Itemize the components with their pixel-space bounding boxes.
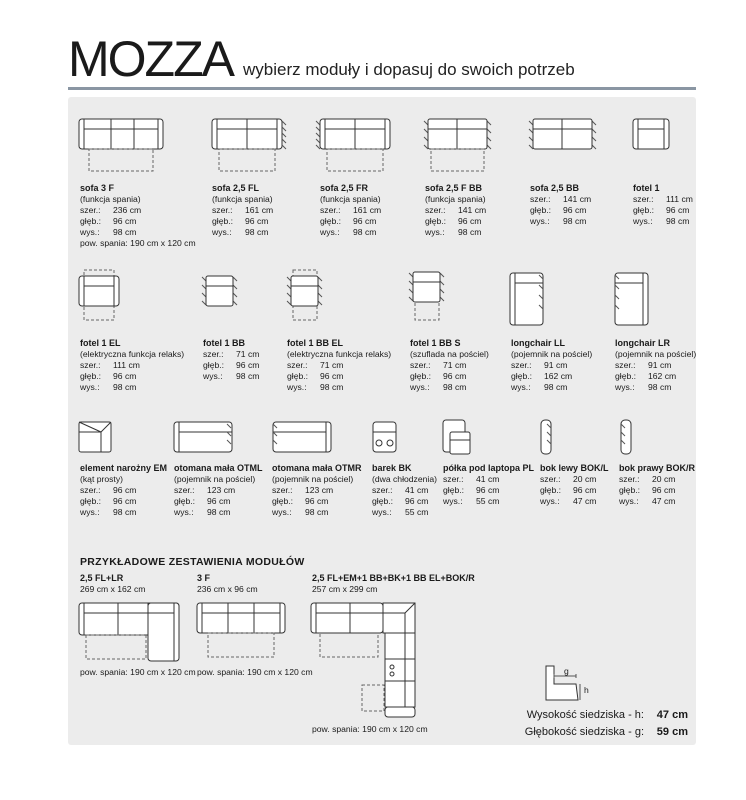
- seat-dimensions: [520, 707, 688, 741]
- module-desc: (funkcja spania): [320, 194, 381, 204]
- module-name: longchair LL: [511, 338, 565, 348]
- laptop-shelf-pl-drawing: [442, 418, 472, 456]
- module-name: bok lewy BOK/L: [540, 463, 609, 473]
- module-desc: (pojemnik na pościel): [615, 349, 697, 359]
- example-3-drawing: [310, 601, 418, 719]
- module-corner-em: element narożny EM (kąt prosty) szer.: 96 cm głęb.: 96 cm wys.: 98 cm: [80, 463, 168, 517]
- module-depth: 96 cm: [113, 216, 137, 226]
- module-desc: (kąt prosty): [80, 474, 123, 484]
- side-bokl-drawing: [540, 418, 554, 456]
- module-desc: (szuflada na pościel): [410, 349, 489, 359]
- example-1: 2,5 FL+LR 269 cm x 162 cm: [80, 573, 146, 594]
- longchair-ll-drawing: [509, 271, 545, 327]
- module-longchair-lr: longchair LR (pojemnik na pościel) szer.: 91 cm głęb.: 162 cm wys.: 98 cm: [615, 338, 697, 392]
- module-height: 98 cm: [113, 227, 137, 237]
- module-sleep-area: 190 cm x 120 cm: [130, 238, 196, 248]
- module-desc: (pojemnik na pościel): [272, 474, 354, 484]
- module-desc: (dwa chłodzenia): [372, 474, 437, 484]
- header-divider: [68, 87, 696, 90]
- module-side-bokl: bok lewy BOK/L szer.: 20 cm głęb.: 96 cm wys.: 47 cm: [540, 463, 609, 506]
- module-fotel-1el: fotel 1 EL (elektryczna funkcja relaks) szer.: 111 cm głęb.: 96 cm wys.: 98 cm: [80, 338, 185, 392]
- fotel-1-drawing: [632, 117, 672, 153]
- module-name: fotel 1 BB EL: [287, 338, 344, 348]
- module-sofa-25fl: sofa 2,5 FL (funkcja spania) szer.: 161 cm głęb.: 96 cm wys.: 98 cm: [212, 183, 274, 237]
- seat-height-value: 47 cm: [656, 709, 688, 721]
- module-name: bok prawy BOK/R: [619, 463, 696, 473]
- module-desc: (elektryczna funkcja relaks): [80, 349, 185, 359]
- seat-depth-value: 59 cm: [656, 726, 688, 738]
- module-name: fotel 1 EL: [80, 338, 121, 348]
- otoman-otmr-drawing: [272, 420, 334, 454]
- module-fotel-1bb: fotel 1 BB szer.: 71 cm głęb.: 96 cm wys.: 98 cm: [203, 338, 260, 381]
- sofa-3f-drawing: [78, 117, 164, 173]
- fotel-1bb-drawing: [201, 274, 239, 308]
- fotel-1bbs-drawing: [408, 270, 446, 322]
- module-name: barek BK: [372, 463, 412, 473]
- seat-g-mark: g: [564, 666, 569, 676]
- module-otoman-otml: otomana mała OTML (pojemnik na pościel) szer.: 123 cm głęb.: 96 cm wys.: 98 cm: [174, 463, 263, 517]
- seat-depth-label: Głębokość siedziska - g:: [524, 726, 644, 738]
- sofa-25fbb-drawing: [423, 117, 493, 173]
- example-2: 3 F 236 cm x 96 cm: [197, 573, 258, 594]
- seat-h-mark: h: [584, 685, 589, 695]
- module-name: fotel 1 BB S: [410, 338, 461, 348]
- module-name: element narożny EM: [80, 463, 168, 473]
- module-name: longchair LR: [615, 338, 671, 348]
- module-name: sofa 3 F: [80, 183, 115, 193]
- seat-height-label: Wysokość siedziska - h:: [526, 709, 644, 721]
- fotel-1el-drawing: [78, 268, 124, 324]
- otoman-otml-drawing: [173, 420, 235, 454]
- module-desc: (elektryczna funkcja relaks): [287, 349, 392, 359]
- module-desc: (funkcja spania): [80, 194, 141, 204]
- module-desc: (funkcja spania): [212, 194, 273, 204]
- sofa-25bb-drawing: [528, 117, 598, 153]
- module-sofa-3f: sofa 3 F (funkcja spania) szer.: 236 cm głęb.: 96 cm wys.: 98 cm pow. spania: 190 cm x 120 cm: [80, 183, 196, 248]
- sofa-25fr-drawing: [315, 117, 391, 173]
- example-3: 2,5 FL+EM+1 BB+BK+1 BB EL+BOK/R 257 cm x 299 cm: [312, 573, 475, 594]
- module-desc: (funkcja spania): [425, 194, 486, 204]
- module-width: 236 cm: [113, 205, 142, 215]
- module-name: sofa 2,5 F BB: [425, 183, 483, 193]
- example-1-drawing: [78, 601, 182, 663]
- module-side-bokr: bok prawy BOK/R szer.: 20 cm głęb.: 96 cm wys.: 47 cm: [619, 463, 696, 506]
- module-name: sofa 2,5 FL: [212, 183, 260, 193]
- longchair-lr-drawing: [614, 271, 650, 327]
- module-name: fotel 1: [633, 183, 660, 193]
- module-name: otomana mała OTMR: [272, 463, 362, 473]
- module-longchair-ll: longchair LL (pojemnik na pościel) szer.: 91 cm głęb.: 162 cm wys.: 98 cm: [511, 338, 593, 392]
- module-otoman-otmr: otomana mała OTMR (pojemnik na pościel) szer.: 123 cm głęb.: 96 cm wys.: 98 cm: [272, 463, 362, 517]
- module-sofa-25bb: sofa 2,5 BB szer.: 141 cm głęb.: 96 cm wys.: 98 cm: [530, 183, 592, 226]
- fotel-1bbel-drawing: [286, 268, 324, 324]
- module-sofa-25fr: sofa 2,5 FR (funkcja spania) szer.: 161 cm głęb.: 96 cm wys.: 98 cm: [320, 183, 382, 237]
- module-sofa-25fbb: sofa 2,5 F BB (funkcja spania) szer.: 141 cm głęb.: 96 cm wys.: 98 cm: [425, 183, 487, 237]
- module-fotel-1: fotel 1 szer.: 111 cm głęb.: 96 cm wys.: 98 cm: [633, 183, 693, 226]
- page-subtitle: wybierz moduły i dopasuj do swoich potrzeb: [243, 60, 575, 79]
- example-3-sleep: pow. spania: 190 cm x 120 cm: [312, 724, 428, 734]
- examples-title: PRZYKŁADOWE ZESTAWIENIA MODUŁÓW: [80, 556, 305, 568]
- example-2-sleep: pow. spania: 190 cm x 120 cm: [197, 667, 313, 677]
- side-bokr-drawing: [620, 418, 634, 456]
- module-name: fotel 1 BB: [203, 338, 246, 348]
- module-bar-bk: barek BK (dwa chłodzenia) szer.: 41 cm głęb.: 96 cm wys.: 55 cm: [372, 463, 437, 517]
- example-1-sleep: pow. spania: 190 cm x 120 cm: [80, 667, 196, 677]
- page-title: MOZZA: [68, 31, 233, 87]
- module-name: otomana mała OTML: [174, 463, 263, 473]
- seat-profile-drawing: [540, 662, 586, 704]
- module-name: sofa 2,5 BB: [530, 183, 580, 193]
- sofa-25fl-drawing: [211, 117, 287, 173]
- module-laptop-shelf-pl: półka pod laptopa PL szer.: 41 cm głęb.: 96 cm wys.: 55 cm: [443, 463, 535, 506]
- module-fotel-1bbs: fotel 1 BB S (szuflada na pościel) szer.: 71 cm głęb.: 96 cm wys.: 98 cm: [410, 338, 489, 392]
- module-name: sofa 2,5 FR: [320, 183, 369, 193]
- corner-em-drawing: [78, 420, 114, 454]
- example-2-drawing: [196, 601, 288, 663]
- module-name: półka pod laptopa PL: [443, 463, 535, 473]
- module-desc: (pojemnik na pościel): [174, 474, 256, 484]
- bar-bk-drawing: [372, 420, 398, 454]
- module-fotel-1bbel: fotel 1 BB EL (elektryczna funkcja relaks) szer.: 71 cm głęb.: 96 cm wys.: 98 cm: [287, 338, 392, 392]
- module-desc: (pojemnik na pościel): [511, 349, 593, 359]
